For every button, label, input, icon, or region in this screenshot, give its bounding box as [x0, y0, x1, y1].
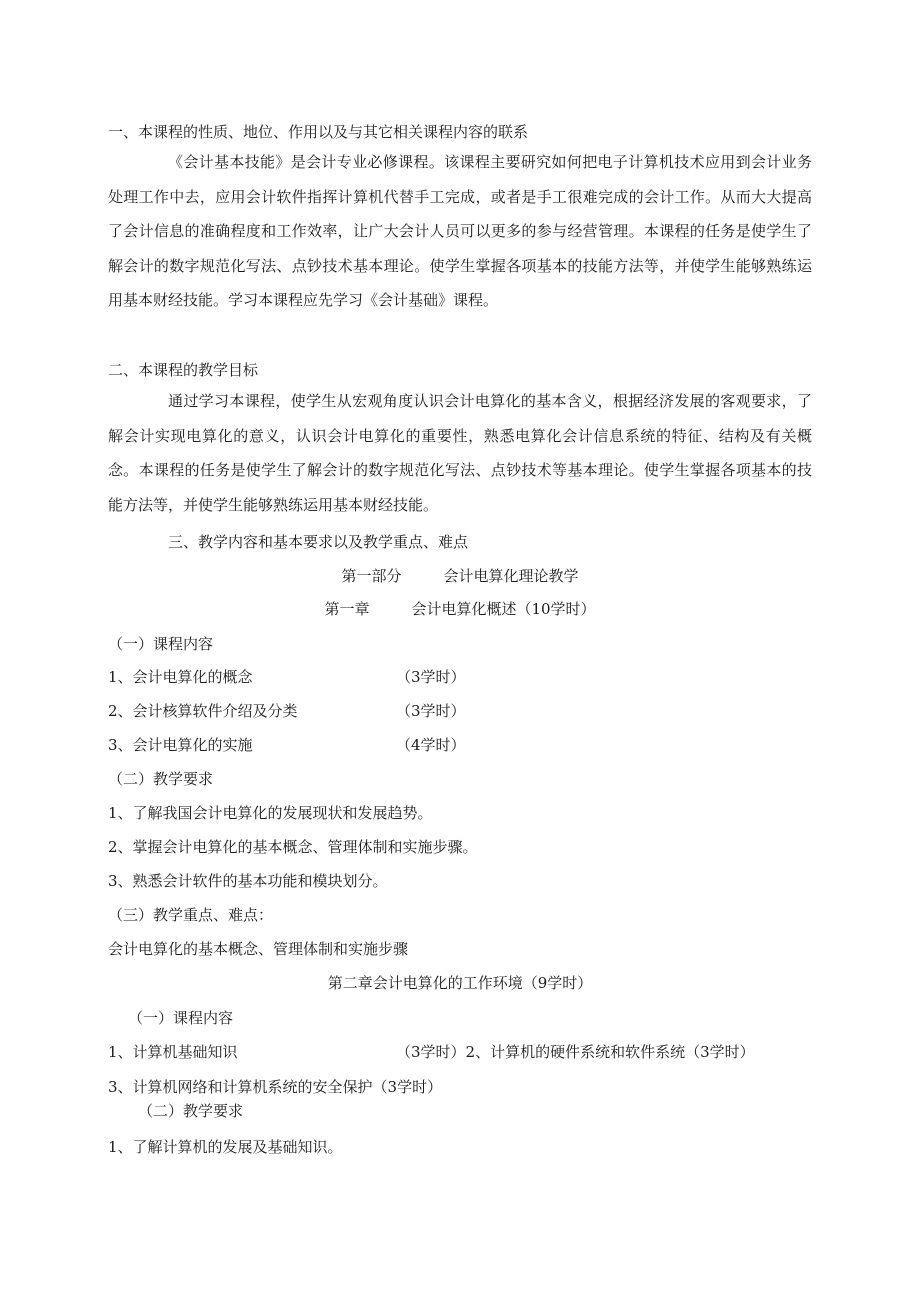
- chapter-1-title: [108, 599, 812, 619]
- chapter-1-name: 会计电算化概述（10学时）: [411, 600, 596, 618]
- chapter-2-requirement: 1、了解计算机的发展及基础知识。: [108, 1138, 343, 1156]
- chapter-1-item: 1、会计电算化的概念: [108, 668, 253, 686]
- section-1-paragraph: 《会计基本技能》是会计专业必修课程。该课程主要研究如何把电子计算机技术应用到会计业务处理工作中去，应用会计软件指挥计算机代替手工完成，或者是手工很难完成的会计工作。从而大大提高了会计信息的准确程度和工作效率，让广大会计人员可以更多的参与经营管理。本课程的任务是使学生了解会计的数字规范化写法、点钞技术基本理论。使学生掌握各项基本的技能方法等，并使学生能够熟练运用基本财经技能。学习本课程应先学习《会计基础》课程。: [108, 153, 812, 309]
- chapter-1-content-heading: （一）课程内容: [108, 635, 214, 653]
- chapter-2-title: 第二章会计电算化的工作环境（9学时）: [327, 974, 593, 992]
- chapter-1-requirement: 2、掌握会计电算化的基本概念、管理体制和实施步骤。: [108, 838, 478, 856]
- chapter-2-item-hours: （3学时）: [396, 1043, 466, 1061]
- chapter-1-requirement: 3、熟悉会计软件的基本功能和模块划分。: [108, 872, 388, 890]
- chapter-1-item-hours: （3学时）: [396, 668, 466, 686]
- section-1-heading: 一、本课程的性质、地位、作用以及与其它相关课程内容的联系: [108, 123, 529, 141]
- chapter-1-item: 3、会计电算化的实施: [108, 736, 253, 754]
- chapter-1-item-hours: （4学时）: [396, 736, 466, 754]
- chapter-2-item: 2、计算机的硬件系统和软件系统（3学时）: [465, 1043, 755, 1061]
- chapter-1-requirements-heading: （二）教学要求: [108, 770, 214, 788]
- chapter-1-item-hours: （3学时）: [396, 702, 466, 720]
- part-label: 第一部分: [341, 567, 402, 585]
- chapter-2-content-heading: （一）课程内容: [128, 1009, 234, 1027]
- chapter-1-requirement: 1、了解我国会计电算化的发展现状和发展趋势。: [108, 804, 433, 822]
- chapter-1-label: 第一章: [324, 600, 370, 618]
- part-1-title: [108, 566, 812, 586]
- section-3-heading: 三、教学内容和基本要求以及教学重点、难点: [168, 533, 469, 551]
- chapter-2-requirements-heading: （二）教学要求: [138, 1102, 244, 1120]
- chapter-2-item: 3、计算机网络和计算机系统的安全保护（3学时）: [108, 1078, 443, 1096]
- chapter-1-item: 2、会计核算软件介绍及分类: [108, 702, 298, 720]
- section-2-heading: 二、本课程的教学目标: [108, 361, 259, 379]
- chapter-1-key-points-heading: （三）教学重点、难点：: [108, 906, 274, 924]
- chapter-1-key-points: 会计电算化的基本概念、管理体制和实施步骤: [108, 940, 409, 958]
- part-title: 会计电算化理论教学: [443, 567, 579, 585]
- chapter-2-item-line: [396, 1042, 755, 1062]
- chapter-2-item: 1、计算机基础知识: [108, 1043, 238, 1061]
- section-2-paragraph: 通过学习本课程，使学生从宏观角度认识会计电算化的基本含义，根据经济发展的客观要求，了解会计实现电算化的意义，认识会计电算化的重要性，熟悉电算化会计信息系统的特征、结构及有关概念。本课程的任务是使学生了解会计的数字规范化写法、点钞技术等基本理论。使学生掌握各项基本的技能方法等，并使学生能够熟练运用基本财经技能。: [108, 392, 812, 514]
